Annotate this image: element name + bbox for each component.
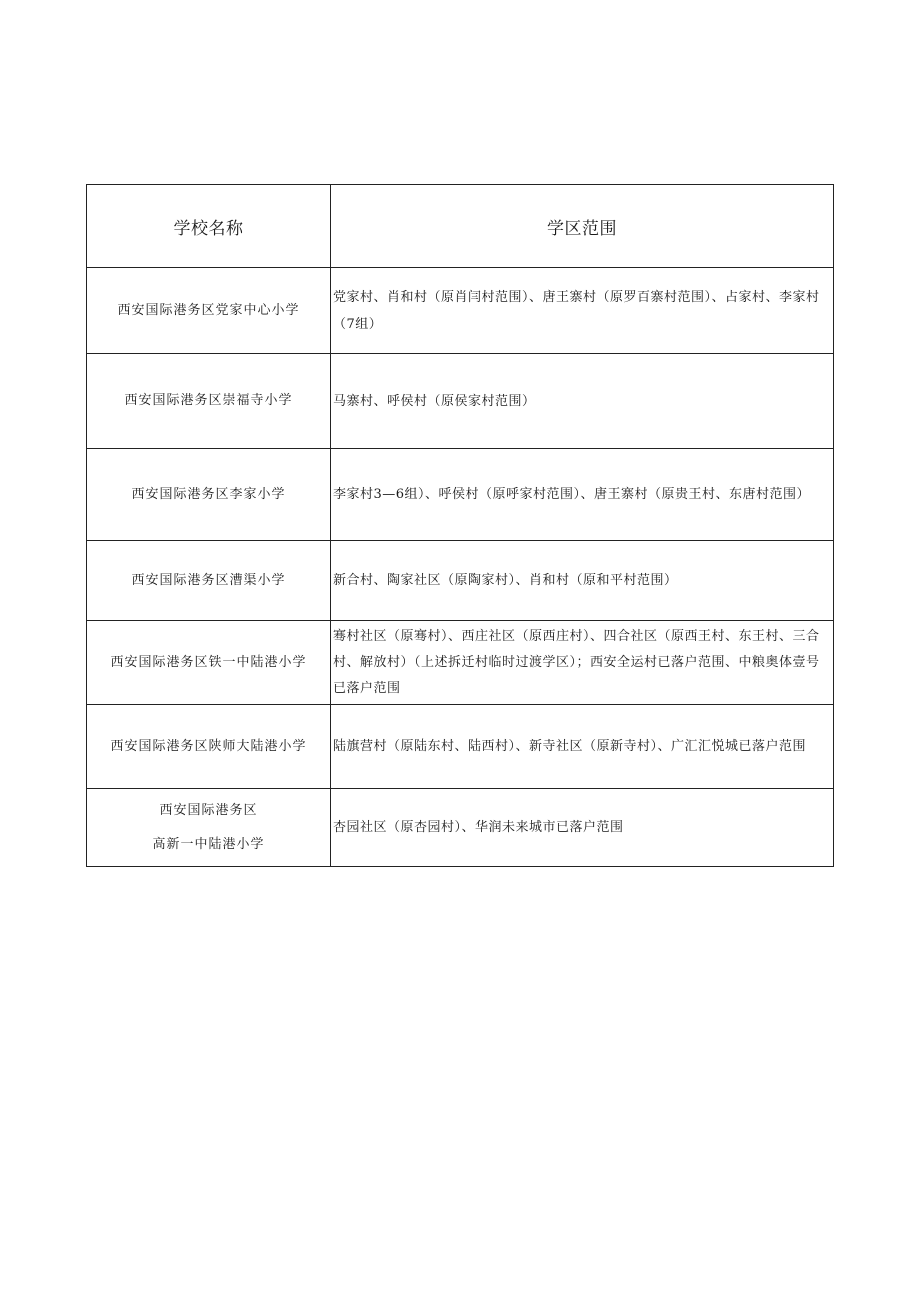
school-name-cell: 西安国际港务区漕渠小学 [87, 541, 331, 621]
district-range-cell: 骞村社区（原骞村）、西庄社区（原西庄村）、四合社区（原西王村、东王村、三合村、解放村）（上述拆迁村临时过渡学区）；西安全运村已落户范围、中粮奥体壹号已落户范围 [331, 621, 834, 705]
table-row [87, 621, 834, 705]
header-school-name: 学校名称 [87, 185, 331, 268]
table-row [87, 354, 834, 449]
table-row [87, 449, 834, 541]
school-name-line-1: 西安国际港务区 [159, 802, 258, 818]
table-row [87, 268, 834, 354]
school-name-line-2: 高新一中陆港小学 [152, 836, 265, 852]
district-range-cell: 杏园社区（原杏园村）、华润未来城市已落户范围 [331, 789, 834, 867]
district-range-cell: 陆旗营村（原陆东村、陆西村）、新寺社区（原新寺村）、广汇汇悦城已落户范围 [331, 705, 834, 789]
header-row [87, 185, 834, 268]
school-name-cell: 西安国际港务区李家小学 [87, 449, 331, 541]
header-district-range: 学区范围 [331, 185, 834, 268]
district-range-cell: 马寨村、呼侯村（原侯家村范围） [331, 354, 834, 449]
school-name-cell [87, 789, 331, 867]
school-name-cell: 西安国际港务区铁一中陆港小学 [87, 621, 331, 705]
table-row [87, 541, 834, 621]
school-district-table [86, 184, 834, 867]
district-range-cell: 李家村3—6组）、呼侯村（原呼家村范围）、唐王寨村（原贵王村、东唐村范围） [331, 449, 834, 541]
school-name-cell: 西安国际港务区党家中心小学 [87, 268, 331, 354]
school-name-cell: 西安国际港务区陕师大陆港小学 [87, 705, 331, 789]
table-row [87, 789, 834, 867]
district-range-cell: 新合村、陶家社区（原陶家村）、肖和村（原和平村范围） [331, 541, 834, 621]
school-name-cell: 西安国际港务区崇福寺小学 [87, 354, 331, 449]
district-range-cell: 党家村、肖和村（原肖闫村范围）、唐王寨村（原罗百寨村范围）、占家村、李家村（7组） [331, 268, 834, 354]
table-row [87, 705, 834, 789]
